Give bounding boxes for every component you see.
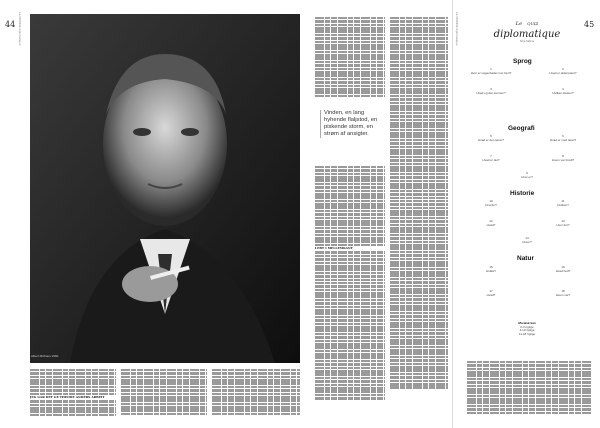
question-text: Hvor er?	[521, 174, 533, 179]
score-key	[493, 322, 561, 336]
question-text: Hvad?	[486, 292, 496, 297]
question-number: 16	[561, 265, 565, 269]
portrait-photo	[30, 14, 300, 363]
question-text: Hvor fort?	[556, 222, 570, 227]
question-number: 7	[490, 154, 492, 158]
question-number: 2	[562, 67, 564, 71]
quiz-question-16	[533, 266, 593, 273]
question-number: 13	[561, 219, 565, 223]
section-head-2: LEBT I MELLEMKANT	[315, 246, 353, 251]
question-number: 10	[489, 199, 493, 203]
score-line-2: 4-10 rigtige	[519, 328, 535, 333]
quiz-title	[493, 10, 561, 43]
quiz-question-3	[461, 88, 521, 95]
question-text: Hvilken kloster?	[552, 90, 574, 95]
quiz-question-2	[533, 68, 593, 75]
page-number-right: 45	[584, 20, 595, 29]
body-text-bottom-1	[30, 368, 116, 423]
score-key-title: Moralsk kan	[518, 321, 536, 325]
section-sprog: Sprog	[513, 58, 532, 65]
quiz-author: Nina Sabina	[519, 40, 535, 43]
question-number: 5	[490, 134, 492, 138]
section-natur: Natur	[517, 255, 534, 262]
page-number-left: 44	[5, 20, 16, 29]
body-text-col-1a	[315, 16, 385, 106]
quiz-title-word: QUIZ	[527, 21, 539, 26]
quiz-question-12	[461, 220, 521, 227]
question-number: 3	[490, 87, 492, 91]
question-text: Hvem?	[522, 239, 532, 244]
question-text: Hvad er med tavet?	[549, 137, 577, 142]
question-number: 15	[489, 265, 493, 269]
quiz-question-14	[497, 237, 557, 244]
section-head-1: JEG GAR DET GE THEODE ANDERS ARBEIT	[30, 394, 105, 399]
right-page	[453, 0, 600, 428]
quiz-question-5	[461, 135, 521, 142]
question-text: Hvad hed?	[555, 268, 571, 273]
question-number: 6	[562, 134, 564, 138]
question-number: 8	[562, 154, 564, 158]
question-text: Hvem var?	[555, 292, 571, 297]
question-number: 1	[490, 67, 492, 71]
question-text: Hvor er nøgenbadet mor fært?	[470, 70, 512, 75]
question-text: Hvad er aldenpænt?	[549, 70, 577, 75]
quiz-question-13	[533, 220, 593, 227]
section-historie: Historie	[510, 190, 535, 197]
quiz-question-6	[533, 135, 593, 142]
quiz-question-7	[461, 155, 521, 162]
question-number: 9	[526, 171, 528, 175]
question-number: 14	[525, 236, 529, 240]
question-text: Hvad er det?	[482, 157, 500, 162]
running-head-right: LE MONDE diplomatique	[455, 12, 459, 46]
question-text: Hvilken?	[557, 202, 569, 207]
question-text: Hvem var brudt?	[551, 157, 575, 162]
body-text-bottom-2	[121, 368, 207, 423]
question-text: Hvad er den lærer?	[478, 137, 504, 142]
question-text: Hvorfor?	[485, 202, 497, 207]
score-line-1: 0-3 rigtige	[520, 324, 534, 329]
body-text-col-2	[390, 16, 448, 420]
body-text-bottom-3	[212, 368, 300, 423]
question-number: 11	[561, 199, 565, 203]
quiz-title-le: Le	[515, 21, 523, 27]
quiz-question-10	[461, 200, 521, 207]
question-number: 12	[489, 219, 493, 223]
body-text-col-1b	[315, 165, 385, 420]
question-number: 18	[561, 289, 565, 293]
question-number: 17	[489, 289, 493, 293]
quiz-question-15	[461, 266, 521, 273]
quiz-question-8	[533, 155, 593, 162]
portrait-image	[30, 14, 300, 363]
quiz-title-main: diplomatique	[493, 29, 561, 40]
quiz-question-4	[533, 88, 593, 95]
question-text: Hvad og den kunnen?	[476, 90, 506, 95]
quiz-question-18	[533, 290, 593, 297]
question-text: Hvad?	[486, 222, 496, 227]
quiz-question-1	[461, 68, 521, 75]
running-head-left: LE MONDE diplomatique	[18, 12, 22, 46]
quiz-question-17	[461, 290, 521, 297]
question-text: Hvilke?	[486, 268, 496, 273]
score-line-3: 11-18 rigtige	[518, 331, 536, 336]
section-geografi: Geografi	[508, 125, 535, 132]
pull-quote: Vinden, en lang hyhende flaljstod, en piskende storm, en strøm af ansigter.	[320, 110, 386, 138]
quiz-question-9	[497, 172, 557, 179]
question-number: 4	[562, 87, 564, 91]
photo-caption: Albert Michaux 1960	[31, 354, 59, 358]
quiz-answers	[467, 360, 591, 415]
quiz-question-11	[533, 200, 593, 207]
